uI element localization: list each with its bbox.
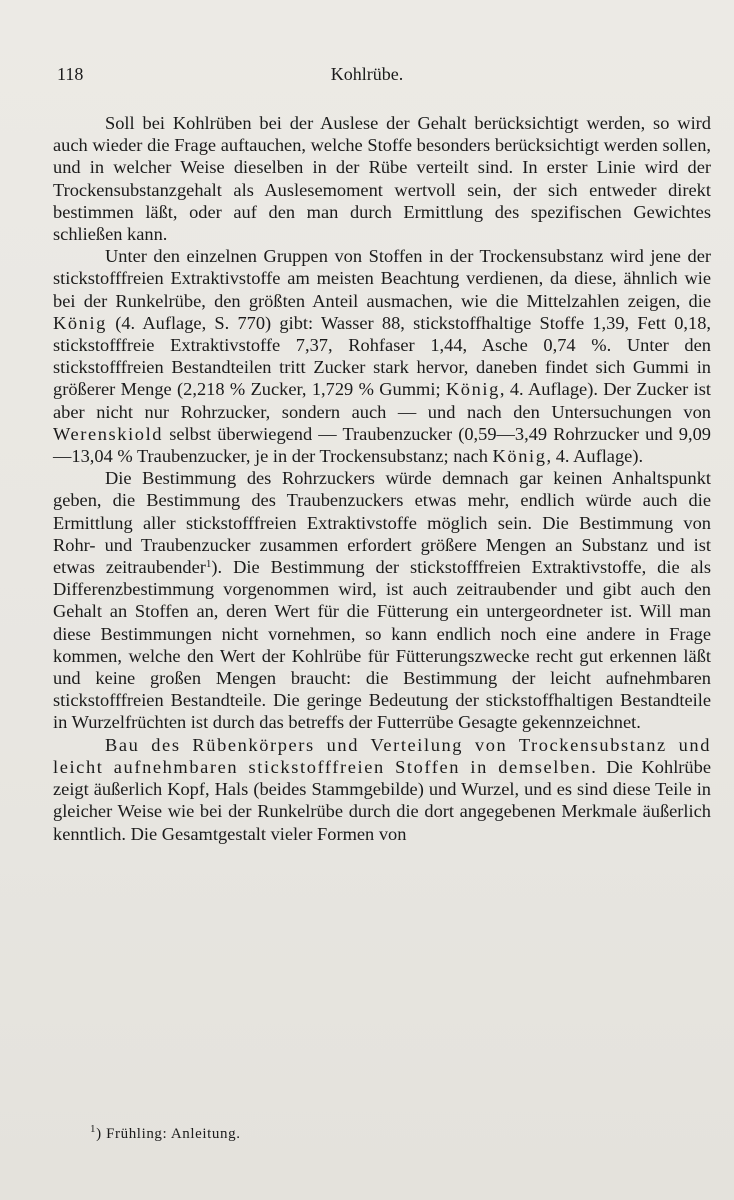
running-title: Kohlrübe.: [330, 64, 404, 84]
footnote-reference: 1: [205, 558, 212, 571]
paragraph-1: [53, 112, 711, 245]
body-text: [53, 112, 711, 845]
paragraph-2-text-b: (4. Auflage, S. 770) gibt: Wasser 88, stickstoffhaltige Stoffe 1,39, Fett 0,18, stickstofffreie Extraktivstoffe 7,37, Rohfaser 1,44, Asche 0,74 %. Unter den stickstofffreien Bestandteilen tritt Zucker stark hervor, daneben findet sich Gummi in größerer Menge (2,218 % Zucker, 1,729 % Gummi;: [53, 312, 711, 400]
paragraph-2: [53, 245, 711, 467]
author-name: König: [492, 446, 547, 467]
paragraph-2-text-c: , 4. Auflage). Der Zucker ist aber nicht nur Rohrzucker, sondern auch — und nach den Untersuchungen von: [53, 379, 711, 422]
author-name: König: [53, 312, 107, 333]
paragraph-3: [53, 467, 711, 733]
paragraph-1-text: Soll bei Kohlrüben bei der Auslese der Gehalt berücksichtigt werden, so wird auch wieder die Frage auftauchen, welche Stoffe besonders berücksichtigt werden sollen, und in welcher Weise dieselben in der Rübe verteilt sind. In erster Linie wird der Trockensubstanzgehalt als Auslesemoment wertvoll sein, der sich entweder direkt bestimmen läßt, oder auf den man durch Ermittlung des spezifischen Gewichtes schließen kann.: [53, 113, 711, 245]
paragraph-2-text-d: selbst überwiegend — Traubenzucker (0,59—3,49 Rohrzucker und 9,09—13,04 % Traubenzucker, je in der Trockensubstanz; nach: [53, 423, 711, 467]
footnote-text: Frühling: Anleitung.: [106, 1126, 241, 1142]
author-name: König: [445, 379, 500, 400]
paragraph-3-text-b: ). Die Bestimmung der stickstofffreien Extraktivstoffe, die als Differenzbestimmung vorgenommen wird, ist auch zeitraubender und gibt auch den Gehalt an Stoffen an, deren Wert für die Fütterung ein untergeordneter ist. Will man diese Bestimmungen nicht vornehmen, so kann endlich noch eine andere in Frage kommen, welche den Wert der Kohlrübe für Fütterungszwecke recht gut erkennen läßt und keine großen Mengen braucht: die Bestimmung der leicht aufnehmbaren stickstofffreien Bestandteile. Die geringe Bedeutung der stickstoffhaltigen Bestandteile in Wurzelfrüchten ist durch das betreffs der Futterrübe Gesagte gekennzeichnet.: [53, 557, 711, 733]
footnote-marker: 1: [90, 1123, 97, 1135]
paragraph-3-text-a: Die Bestimmung des Rohrzuckers würde demnach gar keinen Anhaltspunkt geben, die Bestimmung des Traubenzuckers etwas mehr, endlich würde auch die Ermittlung aller stickstofffreien Extraktivstoffe möglich sein. Die Bestimmung von Rohr- und Traubenzucker zusammen erfordert größere Mengen an Substanz und ist etwas zeitraubender: [53, 468, 711, 578]
page-header: [57, 64, 677, 90]
author-name: Werenskiold: [53, 423, 164, 444]
page-number: 118: [57, 64, 84, 84]
paragraph-4-text: Die Kohlrübe zeigt äußerlich Kopf, Hals (beides Stammgebilde) und Wurzel, und es sind diese Teile in gleicher Weise wie bei der Runkelrübe durch die dort angegebenen Merkmale äußerlich kenntlich. Die Gesamtgestalt vieler Formen von: [53, 756, 711, 844]
section-heading: Bau des Rübenkörpers und Verteilung von Trockensubstanz und leicht aufnehmbaren stickstofffreien Stoffen in demselben.: [53, 734, 711, 777]
paragraph-2-text-a: Unter den einzelnen Gruppen von Stoffen in der Trockensubstanz wird jene der stickstofffreien Extraktivstoffe am meisten Beachtung verdienen, da diese, ähnlich wie bei der Runkelrübe, den größten Anteil ausmachen, wie die Mittelzahlen zeigen, die: [53, 246, 711, 311]
paragraph-4: [53, 734, 711, 845]
footnote: $^1$) Frühling: Anleitung.: [90, 1123, 241, 1142]
paragraph-2-text-e: , 4. Auflage).: [546, 446, 644, 467]
